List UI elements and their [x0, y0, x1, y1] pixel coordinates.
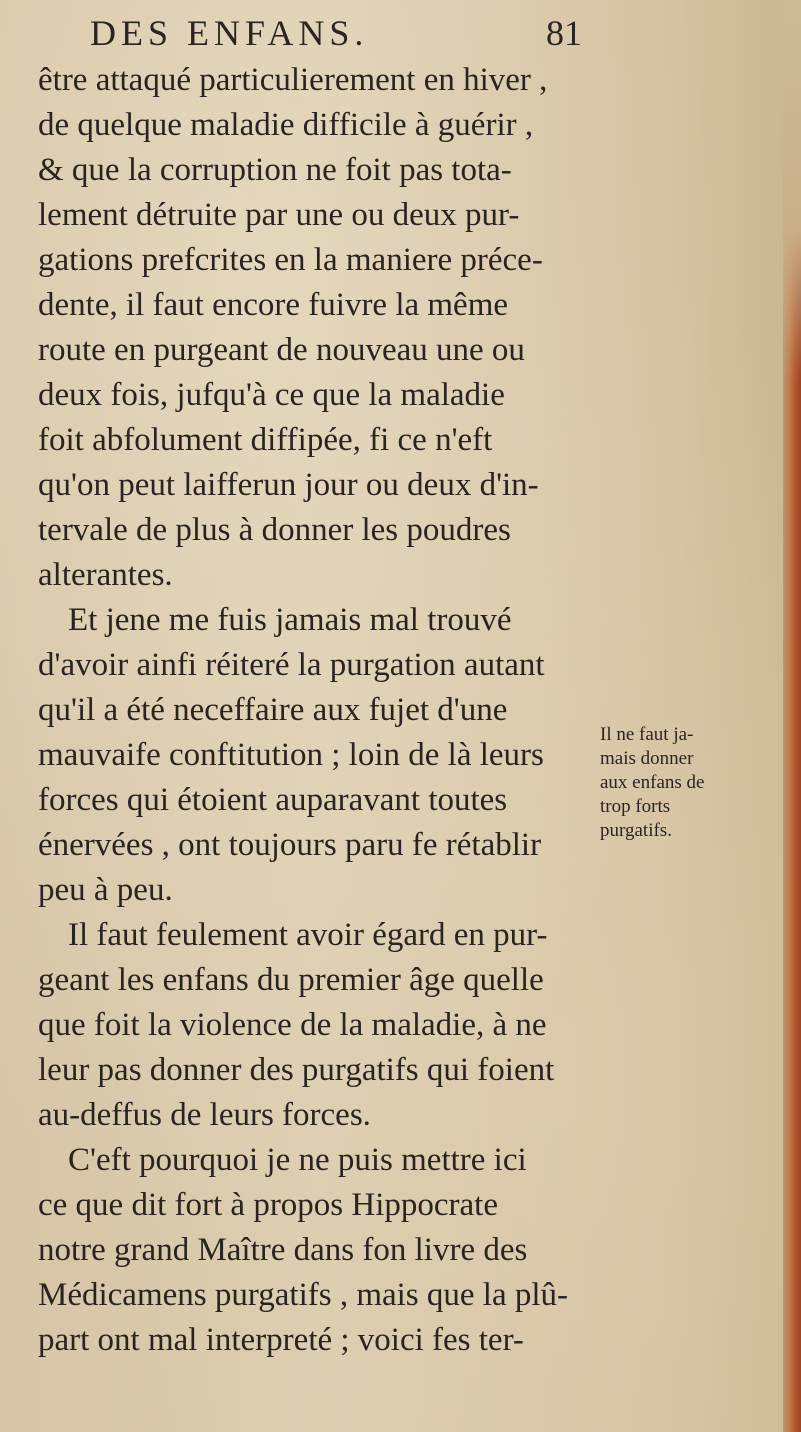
- text-line: dente, il faut encore fuivre la même: [38, 287, 509, 323]
- page-number: 81: [546, 13, 582, 53]
- text-line: tervale de plus à donner les poudres: [38, 512, 511, 548]
- margin-note-line: mais donner: [600, 748, 694, 769]
- text-line: notre grand Maître dans fon livre des: [38, 1232, 528, 1268]
- text-line: qu'on peut laifferun jour ou deux d'in-: [38, 467, 539, 503]
- margin-note: [600, 723, 780, 843]
- text-line: d'avoir ainfi réiteré la purgation autant: [38, 647, 545, 683]
- text-line: part ont mal interpreté ; voici fes ter-: [38, 1322, 524, 1358]
- paragraph-start-line: Et jene me fuis jamais mal trouvé: [68, 602, 512, 638]
- text-line: énervées , ont toujours paru fe rétablir: [38, 827, 542, 863]
- page-header: [0, 8, 640, 56]
- text-line: de quelque maladie difficile à guérir ,: [38, 107, 534, 143]
- text-line: être attaqué particulierement en hiver ,: [38, 62, 548, 98]
- text-line: leur pas donner des purgatifs qui foient: [38, 1052, 555, 1088]
- margin-note-line: trop forts: [600, 796, 671, 817]
- text-line: route en purgeant de nouveau une ou: [38, 332, 525, 368]
- text-line: gations prefcrites en la maniere préce-: [38, 242, 543, 278]
- text-line: lement détruite par une ou deux pur-: [38, 197, 520, 233]
- text-line: & que la corruption ne foit pas tota-: [38, 152, 512, 188]
- page-edge-top: [783, 0, 801, 380]
- paragraph-start-line: C'eft pourquoi je ne puis mettre ici: [68, 1142, 527, 1178]
- text-line: geant les enfans du premier âge quelle: [38, 962, 544, 998]
- margin-note-line: Il ne faut ja-: [600, 724, 694, 745]
- text-line: alterantes.: [38, 557, 173, 593]
- margin-note-line: aux enfans de: [600, 772, 705, 793]
- text-line: qu'il a été neceffaire aux fujet d'une: [38, 692, 508, 728]
- margin-note-line: purgatifs.: [600, 820, 672, 841]
- text-line: au-deffus de leurs forces.: [38, 1097, 371, 1133]
- text-line: peu à peu.: [38, 872, 173, 908]
- text-line: ce que dit fort à propos Hippocrate: [38, 1187, 499, 1223]
- text-line: forces qui étoient auparavant toutes: [38, 782, 508, 818]
- body-text: [38, 58, 598, 1363]
- text-line: Médicamens purgatifs , mais que la plû-: [38, 1277, 569, 1313]
- text-line: que foit la violence de la maladie, à ne: [38, 1007, 547, 1043]
- text-line: mauvaife conftitution ; loin de là leurs: [38, 737, 544, 773]
- text-line: deux fois, jufqu'à ce que la maladie: [38, 377, 505, 413]
- text-line: foit abfolument diffipée, fi ce n'eft: [38, 422, 493, 458]
- running-title: DES ENFANS.: [90, 13, 369, 53]
- paragraph-start-line: Il faut feulement avoir égard en pur-: [68, 917, 548, 953]
